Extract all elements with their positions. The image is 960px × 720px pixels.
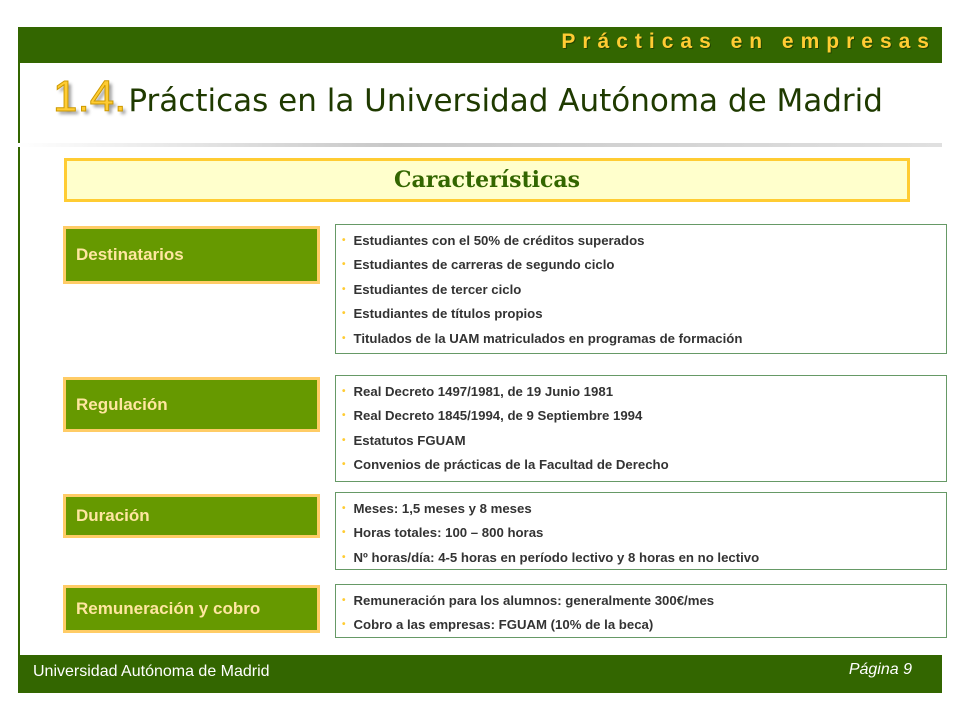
bullet-icon: • (342, 503, 346, 514)
bullet-icon: • (342, 410, 346, 422)
bullet-icon: • (342, 386, 346, 397)
bullet-icon: • (342, 308, 346, 320)
title-divider (18, 143, 942, 147)
label-remuneracion: Remuneración y cobro (63, 585, 320, 633)
list-item: • Titulados de la UAM matriculados en programas de formación (342, 330, 743, 346)
bullet-icon: • (342, 619, 346, 631)
section-heading: Características (64, 158, 910, 202)
left-frame-line (18, 27, 20, 693)
list-item: • Real Decreto 1497/1981, de 19 Junio 1981 (342, 384, 614, 399)
bullet-icon: • (342, 332, 346, 344)
box-regulacion (335, 375, 947, 482)
list-item: • Estudiantes de títulos propios (342, 306, 543, 322)
list-item: • Estatutos FGUAM (342, 432, 466, 448)
footer-university: Universidad Autónoma de Madrid (33, 663, 270, 680)
list-item: • Estudiantes de carreras de segundo ciclo (342, 257, 615, 273)
list-item: • Estudiantes de tercer ciclo (342, 281, 522, 297)
title-number: 1.4. (53, 72, 127, 121)
box-remuneracion (335, 584, 947, 638)
bullet-icon: • (342, 595, 346, 606)
list-item: • Remuneración para los alumnos: generalmente 300€/mes (342, 593, 715, 608)
top-banner (18, 27, 942, 63)
label-regulacion: Regulación (63, 377, 320, 432)
list-item: • Estudiantes con el 50% de créditos superados (342, 233, 645, 248)
banner-text: Prácticas en empresas (561, 30, 936, 53)
title-text: Prácticas en la Universidad Autónoma de Madrid (128, 83, 883, 119)
bullet-icon: • (342, 551, 346, 563)
label-destinatarios: Destinatarios (63, 226, 320, 284)
label-duracion: Duración (63, 494, 320, 538)
list-item: • Nº horas/día: 4-5 horas en período lectivo y 8 horas en no lectivo (342, 549, 760, 565)
box-destinatarios (335, 224, 947, 354)
page-number: Página 9 (848, 661, 912, 678)
bullet-icon: • (342, 259, 346, 271)
box-duracion (335, 492, 947, 570)
page-title (53, 72, 883, 122)
list-item: • Convenios de prácticas de la Facultad de Derecho (342, 457, 669, 473)
list-item: • Real Decreto 1845/1994, de 9 Septiembre 1994 (342, 408, 643, 424)
list-item: • Cobro a las empresas: FGUAM (10% de la beca) (342, 617, 654, 633)
bullet-icon: • (342, 459, 346, 471)
bullet-icon: • (342, 283, 346, 295)
bullet-icon: • (342, 434, 346, 446)
bullet-icon: • (342, 527, 346, 539)
list-item: • Horas totales: 100 – 800 horas (342, 525, 544, 541)
list-item: • Meses: 1,5 meses y 8 meses (342, 501, 532, 516)
bullet-icon: • (342, 235, 346, 246)
